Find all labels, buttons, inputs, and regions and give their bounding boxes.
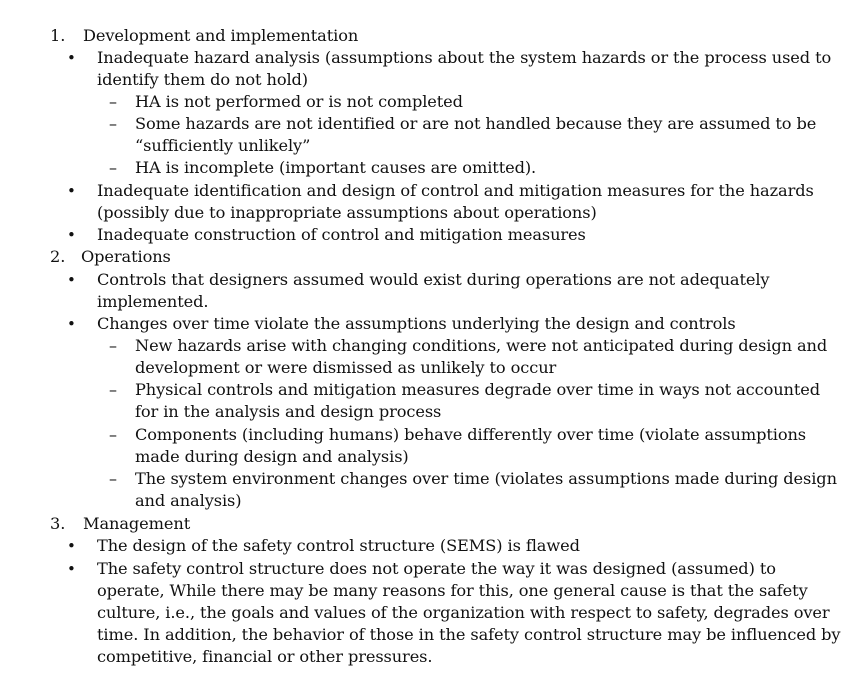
subitem-text: Components (including humans) behave differently over time (violate assumptions [135,425,807,444]
section-number: 1. [50,26,66,45]
dash-icon: – [109,469,117,488]
dash-icon: – [109,425,117,444]
dash-icon: – [109,92,117,111]
subitem-text: development or were dismissed as unlikely to occur [135,358,557,377]
subitem-text: and analysis) [135,491,242,510]
subitem-text: Some hazards are not identified or are not handled because they are assumed to be [135,114,817,133]
subitem-text: Physical controls and mitigation measures degrade over time in ways not accounted [135,380,821,399]
section-title: Management [83,514,191,533]
bullet-icon: • [67,271,76,289]
bullet-text: competitive, financial or other pressures. [97,647,433,666]
bullet-icon: • [67,560,76,578]
dash-icon: – [109,336,117,355]
bullet-icon: • [67,49,76,67]
bullet-text: operate, While there may be many reasons for this, one general cause is that the safety [97,581,808,600]
subitem-text: The system environment changes over time (violates assumptions made during design [135,469,837,488]
section-title: Operations [81,247,171,266]
subitem-text: “sufficiently unlikely” [135,136,311,155]
bullet-text: The design of the safety control structure (SEMS) is flawed [97,536,580,555]
bullet-icon: • [67,537,76,555]
subitem-text: for in the analysis and design process [135,402,442,421]
bullet-icon: • [67,226,76,244]
bullet-text: Inadequate identification and design of control and mitigation measures for the hazards [97,181,814,200]
bullet-icon: • [67,315,76,333]
bullet-icon: • [67,182,76,200]
section-number: 3. [50,514,66,533]
subitem-text: New hazards arise with changing conditions, were not anticipated during design and [135,336,828,355]
bullet-text: implemented. [97,292,209,311]
bullet-text: (possibly due to inappropriate assumptions about operations) [97,203,597,222]
section-title: Development and implementation [83,26,359,45]
dash-icon: – [109,158,117,177]
subitem-text: HA is incomplete (important causes are omitted). [135,158,537,177]
dash-icon: – [109,380,117,399]
bullet-text: The safety control structure does not operate the way it was designed (assumed) to [97,559,776,578]
bullet-text: culture, i.e., the goals and values of the organization with respect to safety, degrades over [97,603,830,622]
subitem-text: HA is not performed or is not completed [135,92,463,111]
bullet-text: Controls that designers assumed would exist during operations are not adequately [97,270,770,289]
bullet-text: identify them do not hold) [97,70,309,89]
bullet-text: Inadequate construction of control and mitigation measures [97,225,586,244]
dash-icon: – [109,114,117,133]
section-number: 2. [50,247,66,266]
subitem-text: made during design and analysis) [135,447,409,466]
bullet-text: time. In addition, the behavior of those in the safety control structure may be influenced by [97,625,841,644]
bullet-text: Changes over time violate the assumptions underlying the design and controls [97,314,736,333]
bullet-text: Inadequate hazard analysis (assumptions about the system hazards or the process used to [97,48,832,67]
